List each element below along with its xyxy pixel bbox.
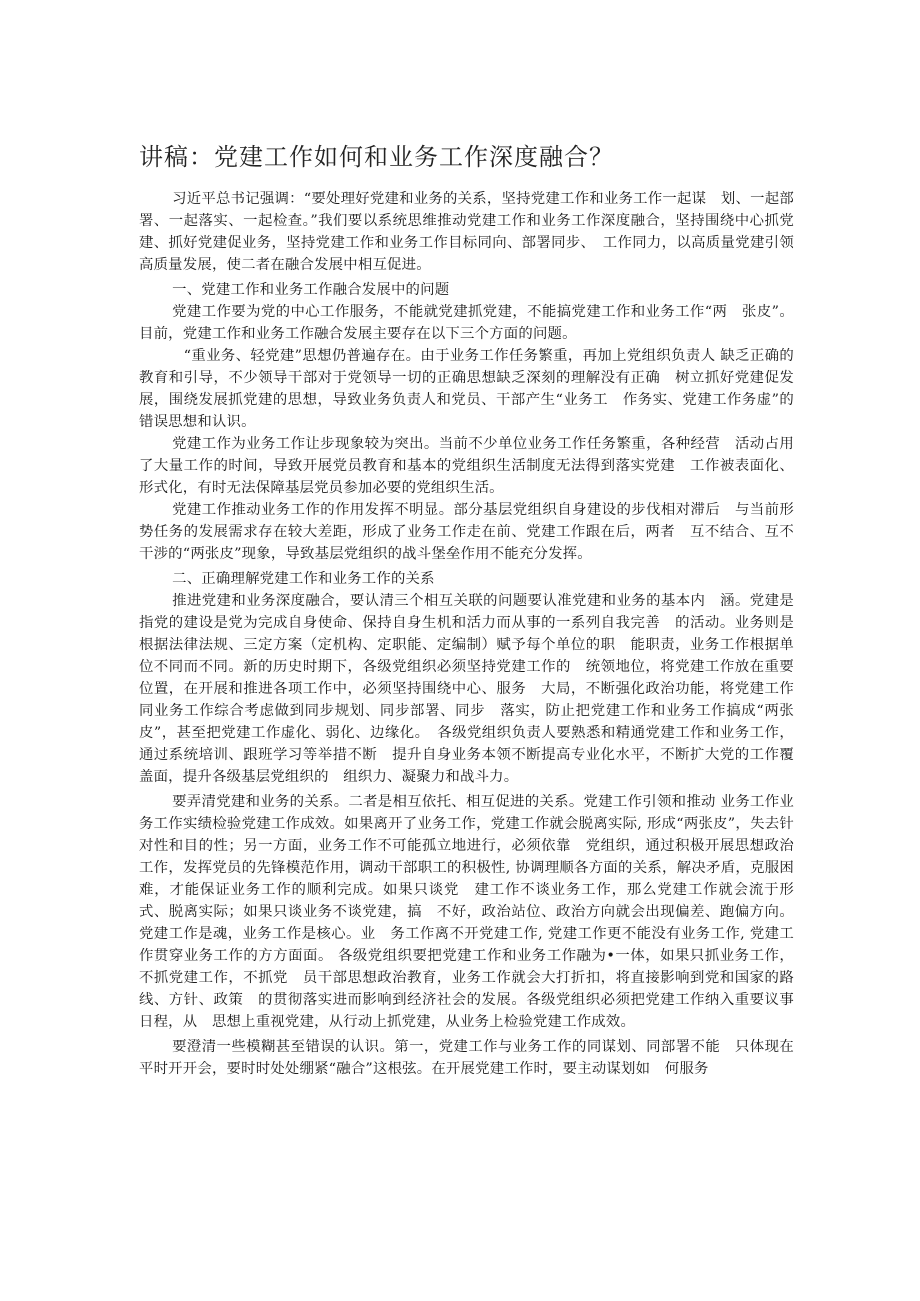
document-title: 讲稿：党建工作如何和业务工作深度融合？: [139, 143, 614, 171]
paragraph-1-1: 党建工作要为党的中心工作服务，不能就党建抓党建，不能搞党建工作和业务工作“两 张皮”。目前，党建工作和业务工作融合发展主要存在以下三个方面的问题。: [139, 304, 794, 342]
section-heading-1: 一、党建工作和业务工作融合发展中的问题: [172, 282, 450, 298]
paragraph-1-4: 党建工作推动业务工作的作用发挥不明显。部分基层党组织自身建设的步伐相对滞后 与当前形势任务的发展需求存在较大差距，形成了业务工作走在前、党建工作跟在后，两者 互不结合、互不干涉的“两张皮”现象，导致基层党组织的战斗堡垒作用不能充分发挥。: [139, 502, 794, 562]
section-heading-2: 二、正确理解党建工作和业务工作的关系: [172, 571, 435, 587]
paragraph-1-2: “重业务、轻党建”思想仍普遍存在。由于业务工作任务繁重，再加上党组织负责人 缺乏正确的教育和引导，不少领导干部对于党领导一切的正确思想缺乏深刻的理解没有正确 树立抓好党建促发展，围绕发展抓党建的思想，导致业务负责人和党员、干部产生“业务工 作务实、党建工作务虚”的错误思想和认识。: [139, 348, 794, 430]
document-page: [139, 140, 794, 1080]
paragraph-1-3: 党建工作为业务工作让步现象较为突出。当前不少单位业务工作任务繁重，各种经营 活动占用了大量工作的时间，导致开展党员教育和基本的党组织生活制度无法得到落实党建 工作被表面化、形式化，有时无法保障基层党员参加必要的党组织生活。: [139, 436, 794, 496]
paragraph-intro: 习近平总书记强调：“要处理好党建和业务的关系，坚持党建工作和业务工作一起谋 划、一起部署、一起落实、一起检查。”我们要以系统思维推动党建工作和业务工作深度融合，坚持围绕中心抓党建、抓好党建促业务，坚持党建工作和业务工作目标同向、部署同步、 工作同力，以高质量党建引领高质量发展，使二者在融合发展中相互促进。: [139, 191, 794, 273]
paragraph-2-2: 要弄清党建和业务的关系。二者是相互依托、相互促进的关系。党建工作引领和推动 业务工作业务工作实绩检验党建工作成效。如果离开了业务工作，党建工作就会脱离实际, 形成“两张皮”，失去针对性和目的性；另一方面，业务工作不可能孤立地进行，必须依靠 党组织，通过积极开展思想政治工作，发挥党员的先锋模范作用，调动干部职工的积极性, 协调理顺各方面的关系，解决矛盾，克服困难，才能保证业务工作的顺利完成。如果只谈党 建工作不谈业务工作，那么党建工作就会流于形式、脱离实际；如果只谈业务不谈党建，搞 不好，政治站位、政治方向就会出现偏差、跑偏方向。党建工作是魂，业务工作是核心。业 务工作离不开党建工作, 党建工作更不能没有业务工作, 党建工作贯穿业务工作的方方面面。 各级党组织要把党建工作和业务工作融为•一体，如果只抓业务工作，不抓党建工作，不抓党 员干部思想政治教育，业务工作就会大打折扣，将直接影响到党和国家的路线、方针、政策 的贯彻落实进而影响到经济社会的发展。各级党组织必须把党建工作纳入重要议事日程，从 思想上重视党建，从行动上抓党建，从业务上检验党建工作成效。: [139, 794, 794, 1030]
paragraph-2-3: 要澄清一些模糊甚至错误的认识。第一，党建工作与业务工作的同谋划、同部署不能 只体现在平时开开会，要时时处处绷紧“融合”这根弦。在开展党建工作时，要主动谋划如 何服务: [139, 1039, 794, 1077]
document-body: [139, 188, 794, 1080]
paragraph-2-1: 推进党建和业务深度融合，要认清三个相互关联的问题要认准党建和业务的基本内 涵。党建是指党的建设是党为完成自身使命、保持自身生机和活力而从事的一系列自我完善 的活动。业务则是根据法律法规、三定方案（定机构、定职能、定编制）赋予每个单位的职 能职责，业务工作根据单位不同而不同。新的历史时期下，各级党组织必须坚持党建工作的 统领地位，将党建工作放在重要位置，在开展和推进各项工作中，必须坚持围绕中心、服务 大局，不断强化政治功能，将党建工作同业务工作综合考虑做到同步规划、同步部署、同步 落实，防止把党建工作和业务工作搞成“两张皮”，甚至把党建工作虚化、弱化、边缘化。 各级党组织负责人要熟悉和精通党建工作和业务工作，通过系统培训、跟班学习等举措不断 提升自身业务本领不断提高专业化水平，不断扩大党的工作覆盖面，提升各级基层党组织的 组织力、凝聚力和战斗力。: [139, 593, 794, 785]
